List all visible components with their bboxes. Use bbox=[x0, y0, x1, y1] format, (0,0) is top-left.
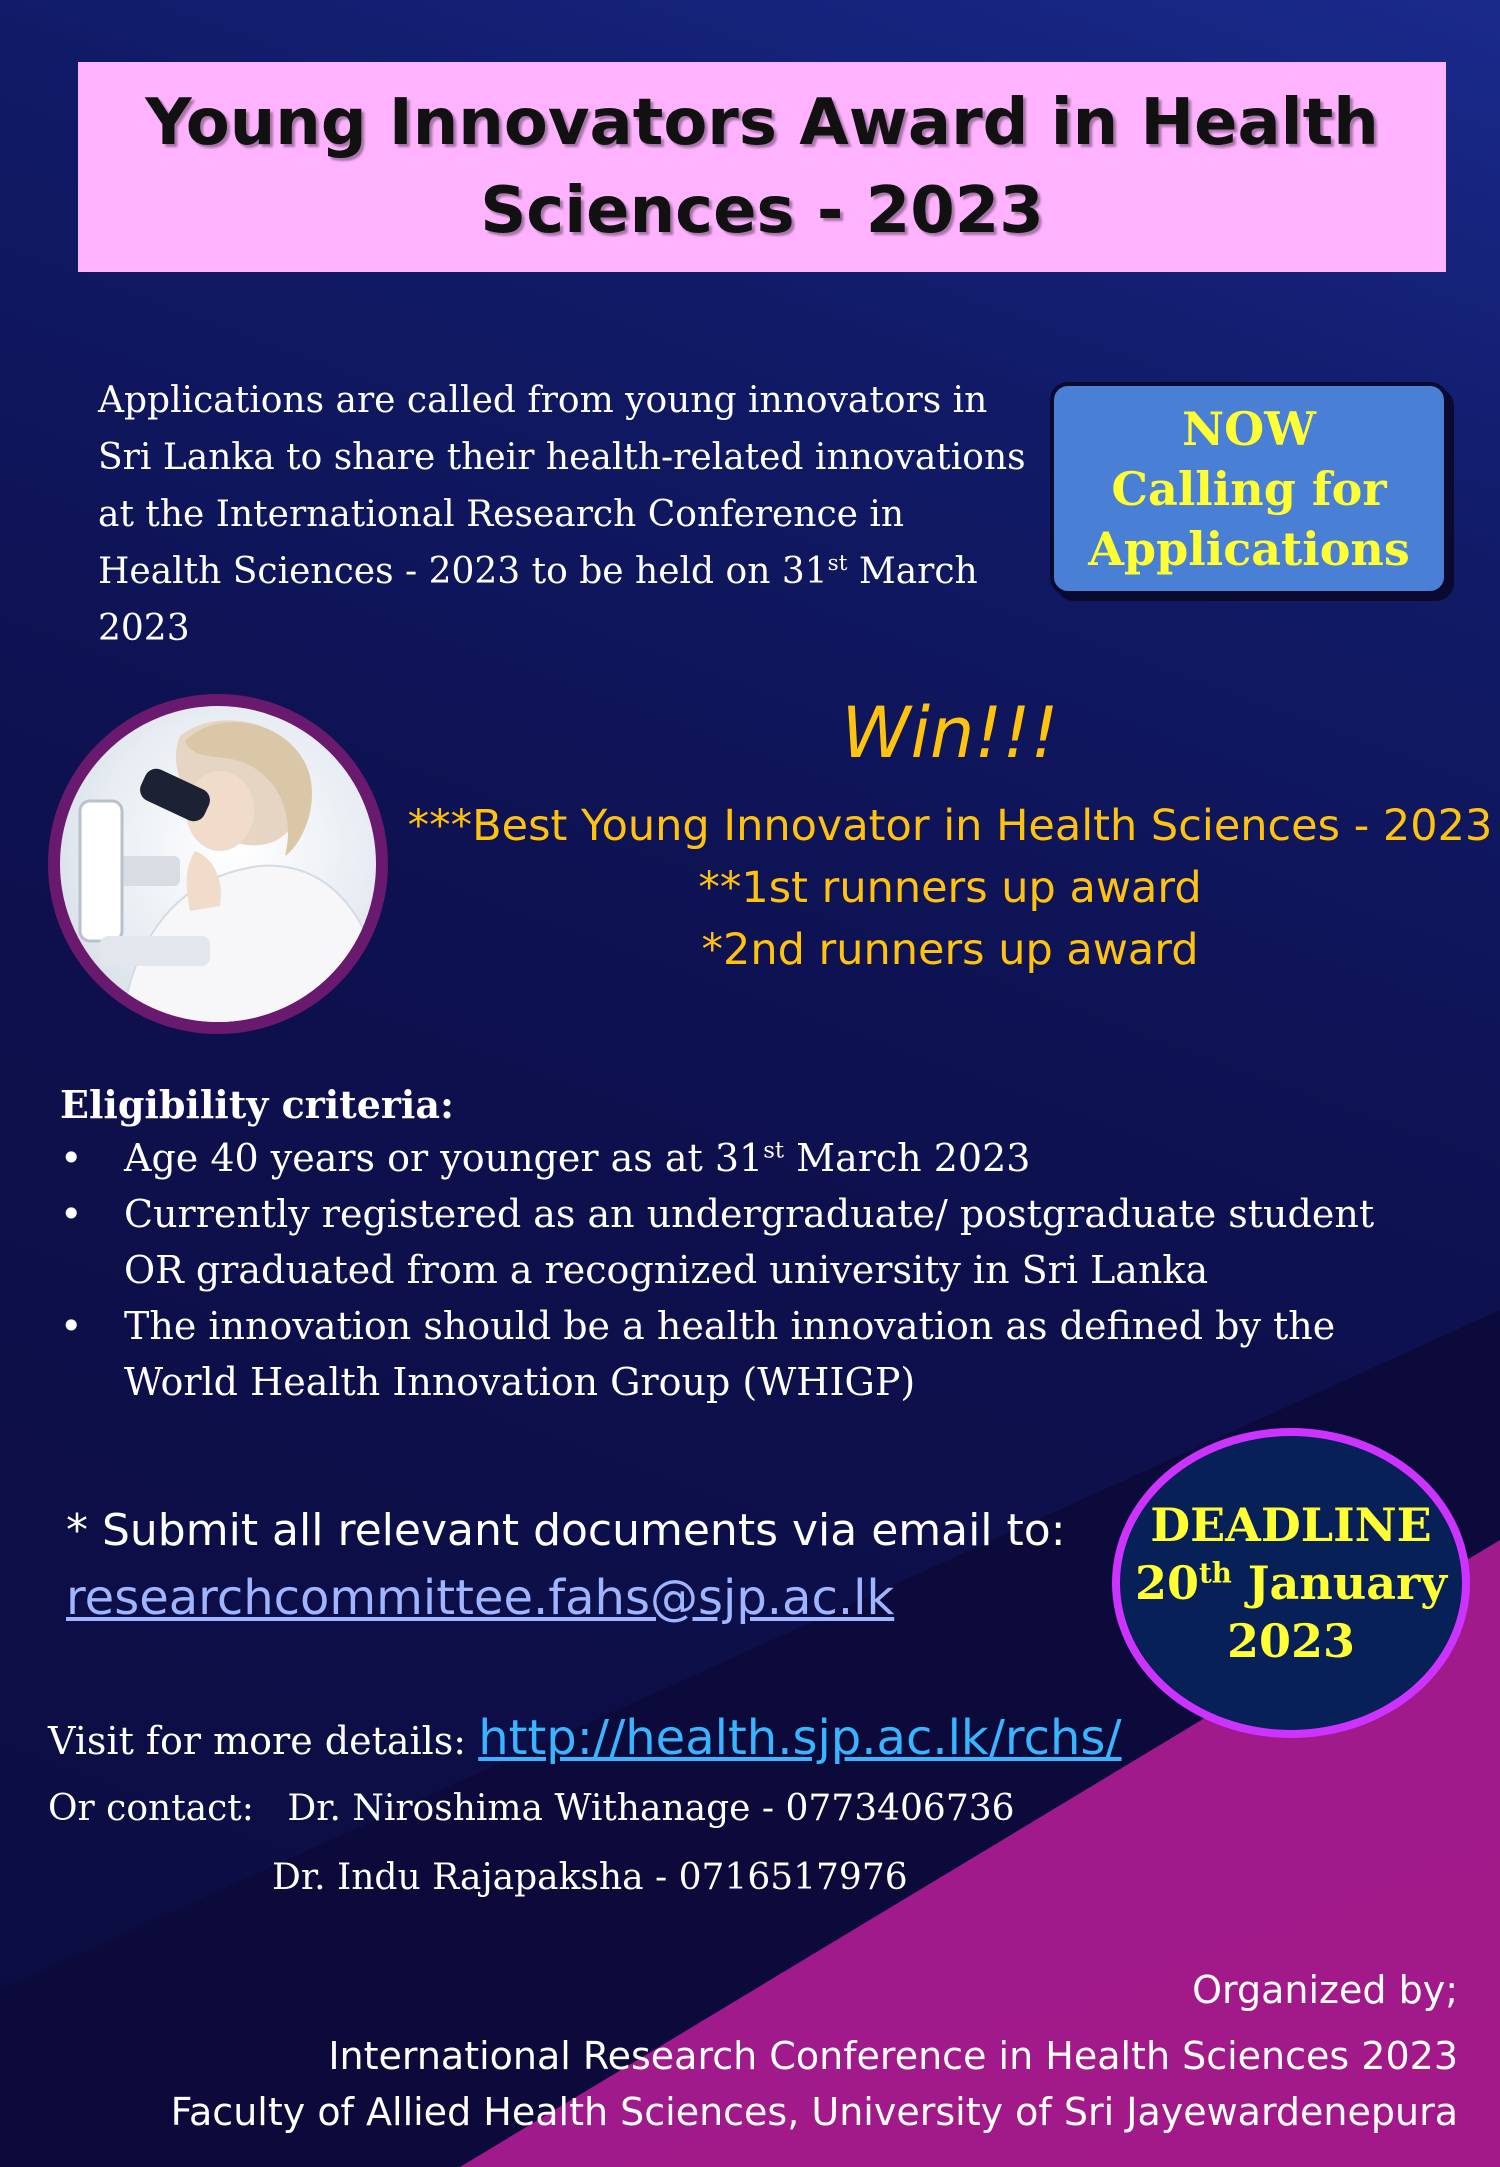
contact-person-1: Dr. Niroshima Withanage - 0773406736 bbox=[287, 1788, 1015, 1829]
intro-paragraph bbox=[98, 372, 1028, 657]
win-heading: Win!!! bbox=[841, 692, 1059, 774]
organizer-conference: International Research Conference in Health Sciences 2023 bbox=[328, 2034, 1458, 2078]
page-title: Young Innovators Award in Health Sciences - 2023 bbox=[145, 86, 1379, 248]
applications-line: Applications bbox=[1088, 521, 1410, 576]
eligibility-item-text: The innovation should be a health innovation as defined by the World Health Innovation Group (WHIGP) bbox=[124, 1304, 1336, 1404]
deadline-day: 20 bbox=[1134, 1556, 1199, 1610]
deadline-label: DEADLINE bbox=[1150, 1498, 1432, 1552]
deadline-badge bbox=[1112, 1428, 1470, 1738]
age-superscript: st bbox=[763, 1137, 785, 1164]
bullet: • bbox=[60, 1304, 83, 1348]
now-calling-badge bbox=[1050, 382, 1448, 595]
now-line: NOW bbox=[1182, 401, 1316, 456]
deadline-date bbox=[1135, 1554, 1447, 1612]
intro-text: Applications are called from young innovators in Sri Lanka to share their health-related innovations at the International Research Conference in Health Sciences - 2023 to be held on 31 bbox=[98, 380, 1026, 592]
intro-superscript: st bbox=[827, 551, 848, 576]
contact-row-1 bbox=[48, 1788, 1015, 1829]
eligibility-item-innovation bbox=[60, 1298, 1440, 1410]
organizer-faculty: Faculty of Allied Health Sciences, University of Sri Jayewardenepura bbox=[170, 2090, 1458, 2134]
age-text-end: March 2023 bbox=[784, 1136, 1031, 1180]
eligibility-heading: Eligibility criteria: bbox=[60, 1082, 455, 1127]
visit-label: Visit for more details: bbox=[48, 1719, 479, 1763]
website-link[interactable]: http://health.sjp.ac.lk/rchs/ bbox=[478, 1710, 1122, 1766]
or-contact-label: Or contact: bbox=[48, 1788, 254, 1829]
calling-for-line: Calling for bbox=[1111, 461, 1387, 516]
award-second-runner-up: *2nd runners up award bbox=[701, 925, 1199, 975]
email-link[interactable]: researchcommittee.fahs@sjp.ac.lk bbox=[66, 1570, 895, 1626]
award-best-innovator: ***Best Young Innovator in Health Sciences - 2023 bbox=[407, 801, 1493, 851]
award-first-runner-up: **1st runners up award bbox=[698, 863, 1202, 913]
eligibility-item-registration bbox=[60, 1186, 1440, 1298]
submit-instructions: * Submit all relevant documents via email to: bbox=[66, 1505, 1066, 1556]
eligibility-list bbox=[60, 1130, 1440, 1410]
bullet: • bbox=[60, 1192, 83, 1236]
contact-person-2: Dr. Indu Rajapaksha - 0716517976 bbox=[272, 1857, 908, 1898]
visit-row bbox=[48, 1710, 1122, 1766]
eligibility-item-text: Currently registered as an undergraduate/ postgraduate student OR graduated from a recognized university in Sri Lanka bbox=[124, 1192, 1375, 1292]
eligibility-item-text bbox=[124, 1130, 1030, 1186]
age-text: Age 40 years or younger as at 31 bbox=[124, 1136, 764, 1180]
organized-by-label: Organized by; bbox=[1192, 1968, 1458, 2012]
deadline-day-suffix: th bbox=[1198, 1556, 1232, 1590]
bullet: • bbox=[60, 1136, 83, 1180]
deadline-month: January bbox=[1231, 1556, 1448, 1610]
intro-text-end: March 2023 bbox=[98, 551, 978, 649]
scientist-microscope-photo bbox=[48, 694, 388, 1034]
awards-list bbox=[405, 795, 1495, 981]
eligibility-item-age bbox=[60, 1130, 1440, 1186]
deadline-year: 2023 bbox=[1226, 1614, 1356, 1668]
title-banner bbox=[78, 62, 1446, 272]
scientist-illustration bbox=[60, 706, 376, 1022]
